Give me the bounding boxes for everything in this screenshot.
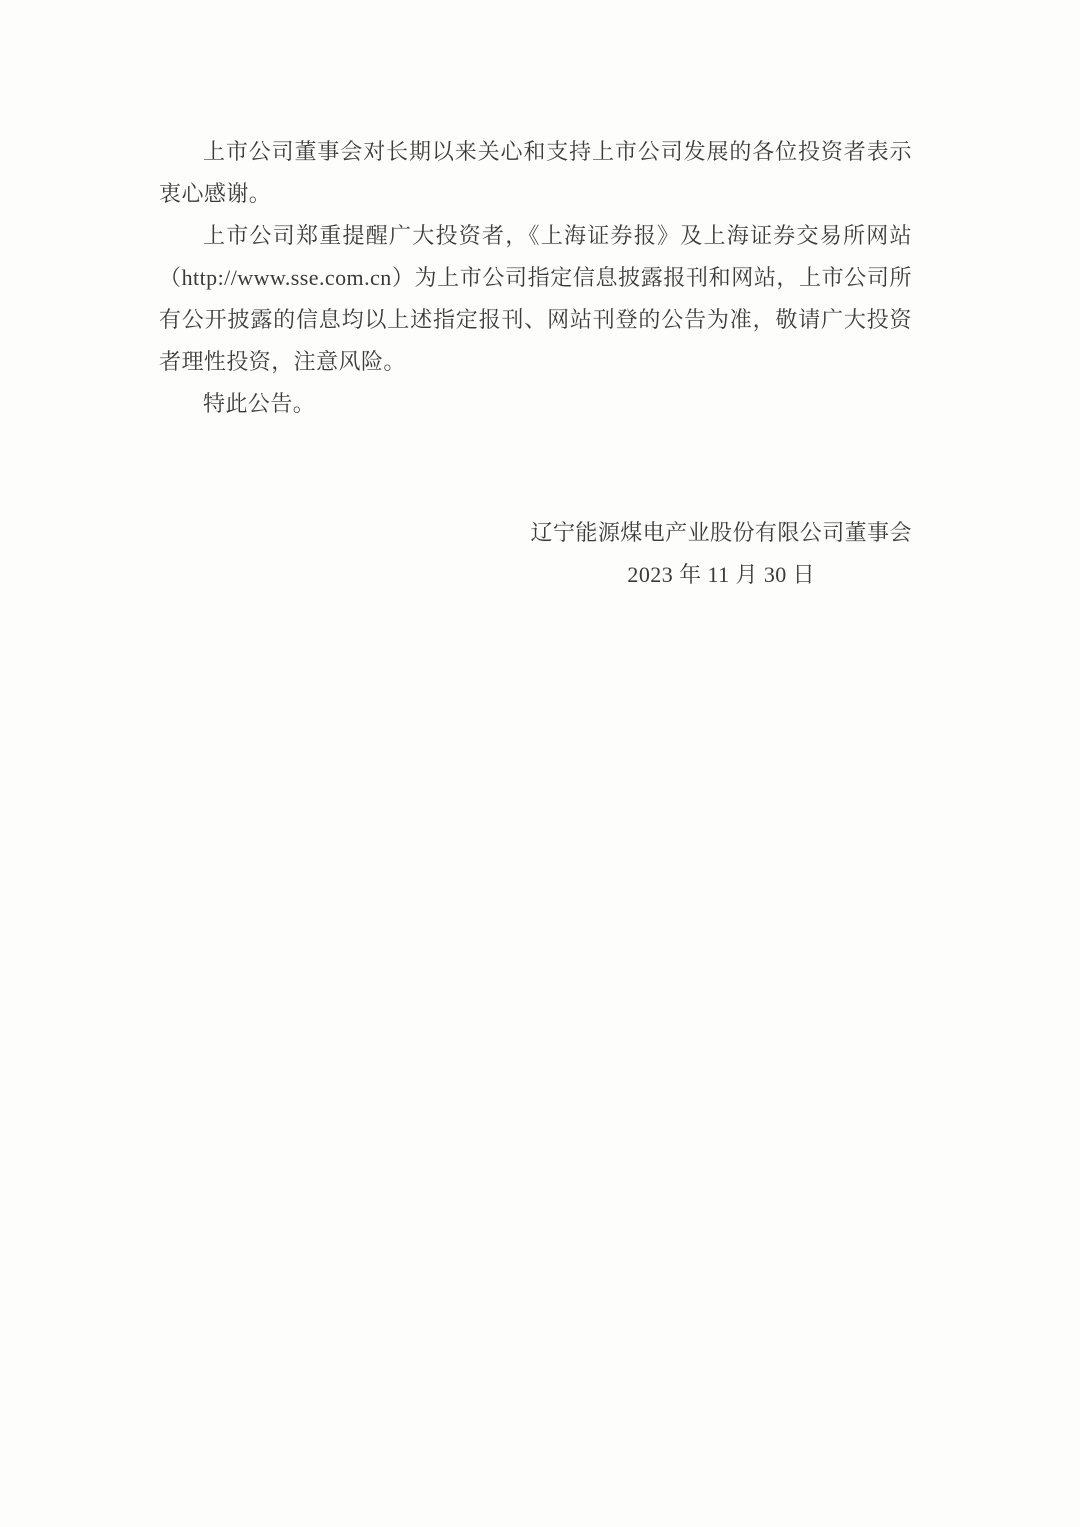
signature-company: 辽宁能源煤电产业股份有限公司董事会 [530, 520, 912, 545]
paragraph-thanks: 上市公司董事会对长期以来关心和支持上市公司发展的各位投资者表示衷心感谢。 [159, 139, 912, 206]
paragraph-closing: 特此公告。 [203, 391, 316, 416]
signature-date: 2023 年 11 月 30 日 [627, 562, 816, 587]
announcement-body [159, 131, 912, 596]
signature-inner [531, 512, 912, 596]
signature-block [159, 512, 912, 596]
paragraph-disclosure-notice: 上市公司郑重提醒广大投资者，《上海证券报》及上海证券交易所网站（http://www.sse.com.cn）为上市公司指定信息披露报刊和网站，上市公司所有公开披露的信息均以上述指定报刊、网站刊登的公告为准，敬请广大投资者理性投资，注意风险。 [159, 223, 912, 374]
